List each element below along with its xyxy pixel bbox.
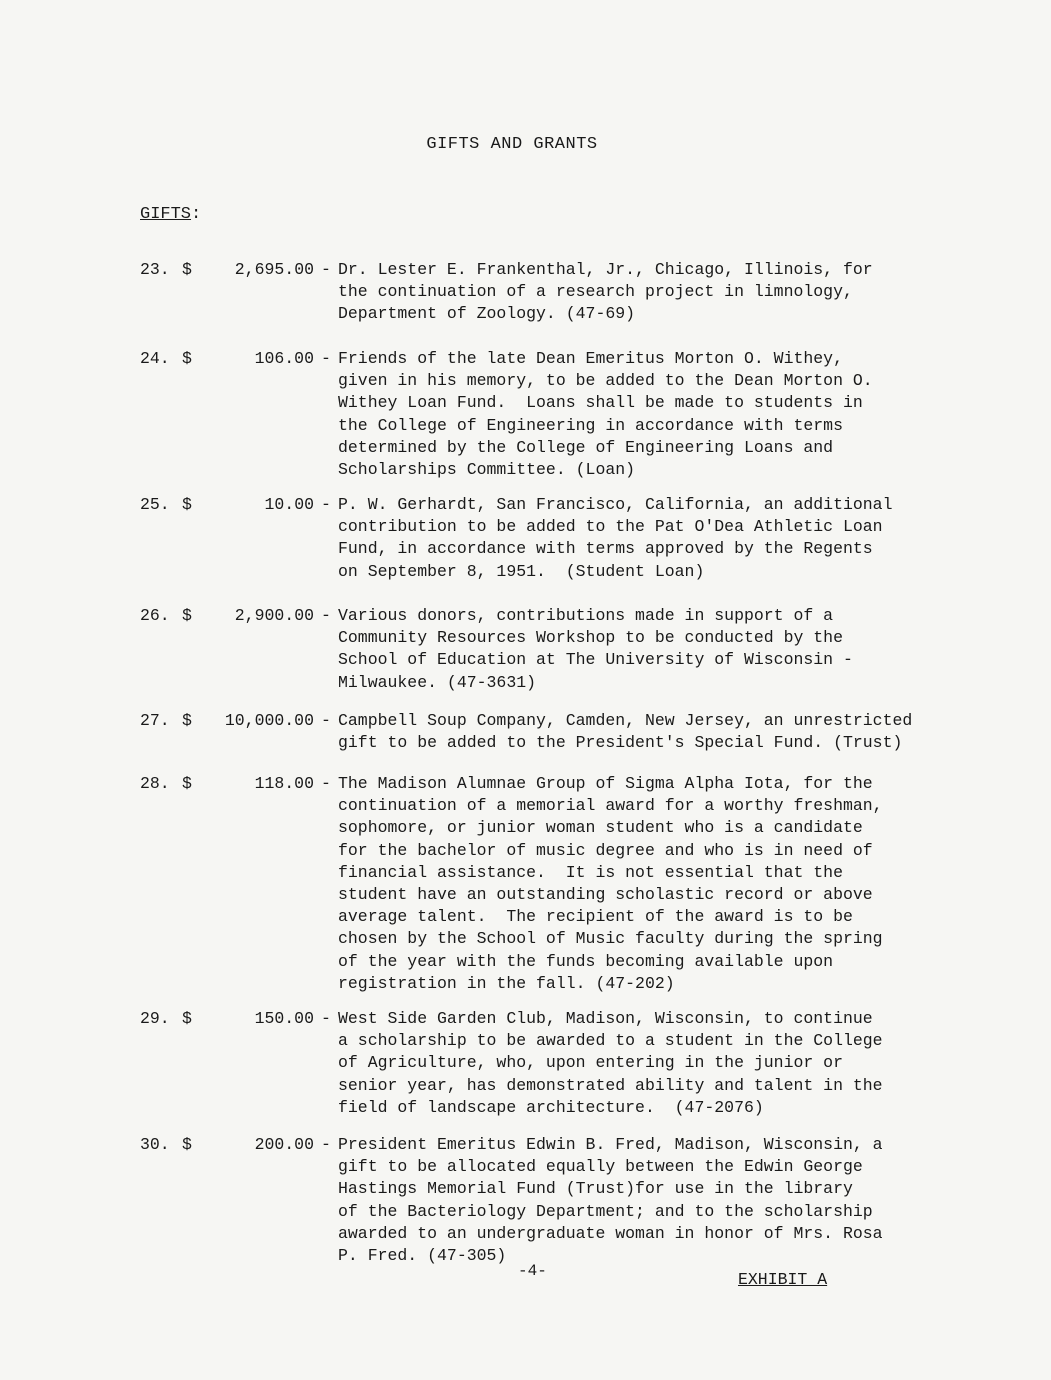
entry-amount: 10.00 (264, 495, 314, 514)
dollar-sign: $ (182, 774, 192, 793)
entry-dash: - (321, 260, 331, 279)
entry-dash: - (321, 495, 331, 514)
gift-entry-23 (140, 259, 970, 326)
dollar-sign: $ (182, 349, 192, 368)
entry-amount: 118.00 (254, 774, 314, 793)
entry-amount: 2,695.00 (234, 260, 314, 279)
page-number: -4- (518, 1262, 547, 1280)
entry-description: Dr. Lester E. Frankenthal, Jr., Chicago, Illinois, for the continuation of a research project in limnology, Department of Zoology. (47-69) (338, 260, 873, 324)
gift-entry-28 (140, 773, 970, 995)
entry-number: 27. (140, 711, 170, 730)
dollar-sign: $ (182, 1009, 192, 1028)
entry-dash: - (321, 774, 331, 793)
entry-description: The Madison Alumnae Group of Sigma Alpha Iota, for the continuation of a memorial award for a worthy freshman, sophomore, or junior woman student who is a candidate for the bachelor of music degree and who is in need of financial assistance. It is not essential that the student have an outstanding scholastic record or above average talent. The recipient of the award is to be chosen by the School of Music faculty during the spring of the year with the funds becoming available upon registration in the fall. (47-202) (338, 774, 883, 993)
entry-number: 28. (140, 774, 170, 793)
entry-number: 24. (140, 349, 170, 368)
gift-entry-27 (140, 710, 970, 754)
dollar-sign: $ (182, 711, 192, 730)
gift-entry-26 (140, 605, 970, 694)
entry-number: 29. (140, 1009, 170, 1028)
gift-entry-29 (140, 1008, 970, 1119)
entry-amount: 200.00 (254, 1135, 314, 1154)
section-label-colon: : (191, 205, 202, 224)
entry-number: 30. (140, 1135, 170, 1154)
entry-description: Various donors, contributions made in support of a Community Resources Workshop to be conducted by the School of Education at The University of Wisconsin - Milwaukee. (47-3631) (338, 606, 853, 692)
entry-dash: - (321, 711, 331, 730)
gift-entry-24 (140, 348, 970, 481)
entry-number: 25. (140, 495, 170, 514)
dollar-sign: $ (182, 260, 192, 279)
entry-dash: - (321, 606, 331, 625)
entry-dash: - (321, 349, 331, 368)
entry-amount: 106.00 (254, 349, 314, 368)
section-label (140, 205, 201, 224)
entry-description: P. W. Gerhardt, San Francisco, California, an additional contribution to be added to the Pat O'Dea Athletic Loan Fund, in accordance with terms approved by the Regents on September 8, 1951. (Student Loan) (338, 495, 893, 581)
page-title: GIFTS AND GRANTS (426, 135, 598, 154)
exhibit-label: EXHIBIT A (738, 1270, 828, 1289)
dollar-sign: $ (182, 495, 192, 514)
entry-description: West Side Garden Club, Madison, Wisconsin, to continue a scholarship to be awarded to a student in the College of Agriculture, who, upon entering in the junior or senior year, has demonstrated ability and talent in the field of landscape architecture. (47-2076) (338, 1009, 883, 1117)
gift-entry-25 (140, 494, 970, 583)
entry-number: 26. (140, 606, 170, 625)
entry-amount: 10,000.00 (224, 711, 314, 730)
entry-description: Campbell Soup Company, Camden, New Jersey, an unrestricted gift to be added to the President's Special Fund. (Trust) (338, 711, 913, 753)
entry-number: 23. (140, 260, 170, 279)
dollar-sign: $ (182, 1135, 192, 1154)
entry-dash: - (321, 1009, 331, 1028)
entry-amount: 150.00 (254, 1009, 314, 1028)
entry-dash: - (321, 1135, 331, 1154)
entry-description: Friends of the late Dean Emeritus Morton O. Withey, given in his memory, to be added to the Dean Morton O. Withey Loan Fund. Loans shall be made to students in the College of Engineering in accordance with terms determined by the College of Engineering Loans and Scholarships Committee. (Loan) (338, 349, 873, 480)
section-label-text: GIFTS (140, 205, 192, 224)
gift-entry-30 (140, 1134, 970, 1267)
dollar-sign: $ (182, 606, 192, 625)
entry-description: President Emeritus Edwin B. Fred, Madison, Wisconsin, a gift to be allocated equally between the Edwin George Hastings Memorial Fund (Trust)for use in the library of the Bacteriology Department; and to the scholarship awarded to an undergraduate woman in honor of Mrs. Rosa P. Fred. (47-305) (338, 1135, 883, 1266)
entry-amount: 2,900.00 (234, 606, 314, 625)
